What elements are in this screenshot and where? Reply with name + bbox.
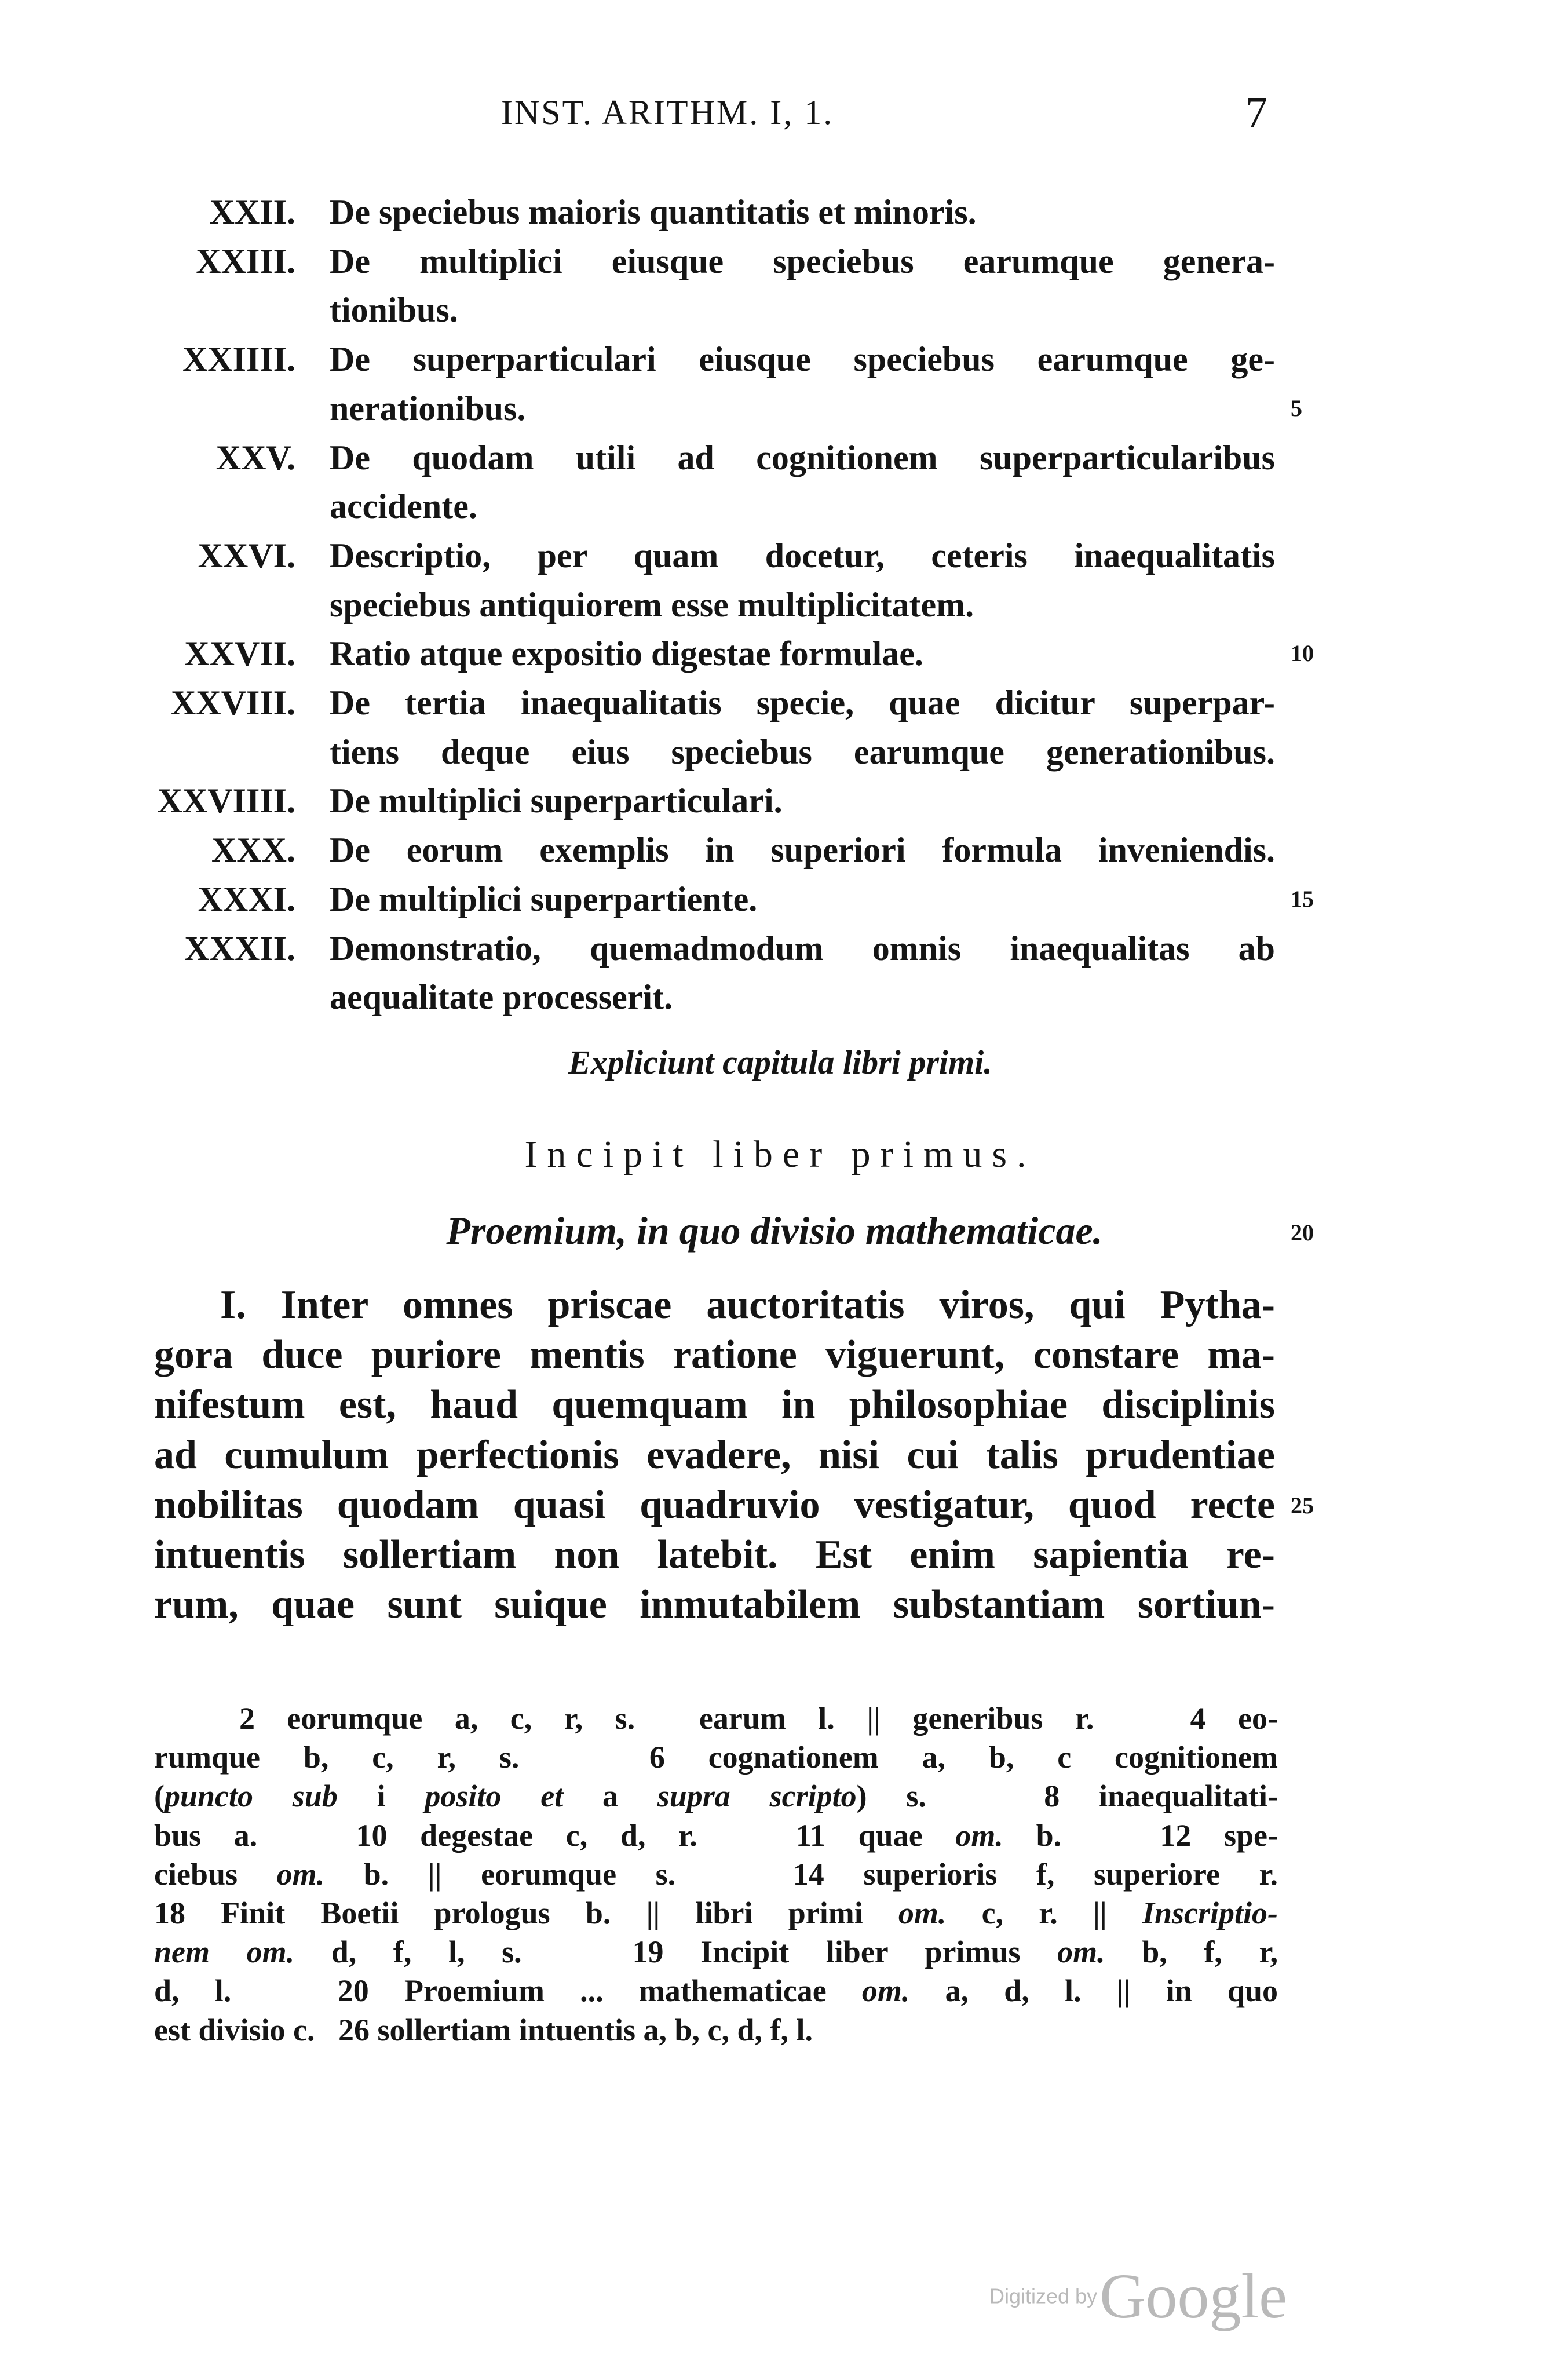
paragraph-line: intuentis sollertiam non latebit. Est enim sapientia re- <box>154 1532 1275 1577</box>
chapter-numeral: XXIIII. <box>182 340 295 379</box>
footnote-italic-text: nem om. <box>154 1934 295 1970</box>
footnote-text: 18 Finit Boetii prologus b. || libri primi <box>154 1896 898 1930</box>
page-number: 7 <box>1245 89 1267 137</box>
paragraph-line: ad cumulum perfectionis evadere, nisi cui talis prudentiae <box>154 1432 1275 1477</box>
incipit-heading: Incipit liber primus. <box>524 1133 1036 1176</box>
footnote-text: 2 eorumque a, c, r, s. earum l. || generibus r. 4 eo- <box>239 1701 1278 1736</box>
google-logo: Google <box>1099 2261 1287 2331</box>
chapter-numeral: XXXI. <box>198 879 295 918</box>
margin-line-number: 25 <box>1291 1492 1314 1518</box>
chapter-title-line: Descriptio, per quam docetur, ceteris inaequalitatis <box>330 536 1275 575</box>
chapter-numeral: XXII. <box>209 193 295 231</box>
footnote-italic-text: supra scripto <box>657 1779 857 1814</box>
explicit-line: Expliciunt capitula libri primi. <box>568 1043 992 1081</box>
chapter-title-line: De multiplici superpartiente. <box>330 879 758 918</box>
footnote-line <box>154 1855 1278 1893</box>
chapter-title-line: Ratio atque expositio digestae formulae. <box>330 634 923 673</box>
footnote-line <box>154 1933 1278 1971</box>
footnote-text: ciebus <box>154 1856 277 1892</box>
margin-line-number: 20 <box>1291 1220 1314 1246</box>
chapter-title-line: De multiplici superparticulari. <box>330 782 783 820</box>
footnote-italic-text: posito et <box>425 1779 564 1814</box>
chapter-title-line: aequalitate processerit. <box>330 978 673 1017</box>
running-title: INST. ARITHM. I, 1. <box>501 93 834 132</box>
chapter-numeral: XXVI. <box>198 536 295 575</box>
footnote-text: a <box>563 1779 657 1814</box>
chapter-title-line: De eorum exemplis in superiori formula inveniendis. <box>330 831 1275 870</box>
footnote-text: i <box>337 1779 425 1814</box>
footnote-text: rumque b, c, r, s. 6 cognationem a, b, c cognitionem <box>154 1740 1278 1775</box>
footnote-italic-text: om. <box>1057 1934 1105 1970</box>
footnote-italic-text: om. <box>861 1973 910 2009</box>
footnote-line <box>154 1738 1278 1776</box>
footnote-text: ( <box>154 1779 165 1814</box>
paragraph-line: I. Inter omnes priscae auctoritatis viros, qui Pytha- <box>220 1283 1275 1327</box>
footnote-text: est divisio c. 26 sollertiam intuentis a, b, c, d, f, l. <box>154 2012 813 2047</box>
digitized-by-google-watermark <box>989 2259 1287 2333</box>
footnote-line <box>154 2011 1278 2049</box>
chapter-title-line: De speciebus maioris quantitatis et minoris. <box>330 193 977 231</box>
footnote-line <box>154 1816 1278 1855</box>
margin-line-number: 10 <box>1291 640 1314 667</box>
paragraph-line: nobilitas quodam quasi quadruvio vestigatur, quod recte <box>154 1482 1275 1527</box>
chapter-title-line: speciebus antiquiorem esse multiplicitatem. <box>330 585 974 624</box>
footnote-text: ) s. 8 inaequalitati- <box>856 1779 1278 1814</box>
chapter-title-line: De superparticulari eiusque speciebus earumque ge- <box>330 340 1275 379</box>
footnote-text: c, r. || <box>946 1896 1142 1930</box>
chapter-numeral: XXXII. <box>184 929 295 968</box>
footnote-italic-text: puncto sub <box>164 1779 338 1814</box>
chapter-numeral: XXV. <box>215 438 295 477</box>
chapter-title-line: nerationibus. <box>330 389 526 428</box>
chapter-title-line: tionibus. <box>330 291 458 330</box>
footnote-text: b. 12 spe- <box>1003 1817 1278 1853</box>
footnote-text: d, l. 20 Proemium ... mathematicae <box>154 1973 862 2009</box>
chapter-numeral: XXIII. <box>196 242 295 280</box>
chapter-title-line: De quodam utili ad cognitionem superparticularibus <box>330 438 1275 477</box>
margin-line-number: 15 <box>1291 885 1314 912</box>
footnote-line <box>154 1777 1278 1815</box>
chapter-title-line: De tertia inaequalitatis specie, quae dicitur superpar- <box>330 684 1275 722</box>
footnote-line <box>239 1699 1278 1737</box>
footnote-text: a, d, l. || in quo <box>909 1973 1278 2009</box>
footnote-line <box>154 1894 1278 1932</box>
footnote-text: b. || eorumque s. 14 superioris f, superiore r. <box>324 1856 1278 1892</box>
footnote-italic-text: Inscriptio- <box>1142 1896 1278 1930</box>
footnote-italic-text: om. <box>955 1817 1003 1853</box>
paragraph-line: nifestum est, haud quemquam in philosophiae disciplinis <box>154 1382 1275 1428</box>
footnote-italic-text: om. <box>276 1856 325 1892</box>
footnote-text: d, f, l, s. 19 Incipit liber primus <box>294 1934 1058 1970</box>
proemium-heading: Proemium, in quo divisio mathematicae. <box>446 1209 1103 1253</box>
chapter-title-line: accidente. <box>330 487 477 526</box>
paragraph-line: rum, quae sunt suique inmutabilem substantiam sortiun- <box>154 1582 1275 1627</box>
chapter-title-line: De multiplici eiusque speciebus earumque genera- <box>330 242 1275 280</box>
chapter-numeral: XXVII. <box>184 634 295 673</box>
chapter-title-line: Demonstratio, quemadmodum omnis inaequalitas ab <box>330 929 1275 968</box>
watermark-prefix: Digitized by <box>989 2284 1098 2308</box>
chapter-title-line: tiens deque eius speciebus earumque generationibus. <box>330 732 1275 771</box>
paragraph-line: gora duce puriore mentis ratione viguerunt, constare ma- <box>154 1333 1275 1378</box>
chapter-numeral: XXVIIII. <box>157 782 295 820</box>
margin-line-number: 5 <box>1291 395 1302 421</box>
chapter-numeral: XXX. <box>211 831 295 870</box>
footnote-text: b, f, r, <box>1105 1934 1278 1970</box>
footnote-line <box>154 1972 1278 2010</box>
chapter-numeral: XXVIII. <box>170 684 295 722</box>
footnote-italic-text: om. <box>898 1896 947 1930</box>
footnote-text: bus a. 10 degestae c, d, r. 11 quae <box>154 1817 956 1853</box>
